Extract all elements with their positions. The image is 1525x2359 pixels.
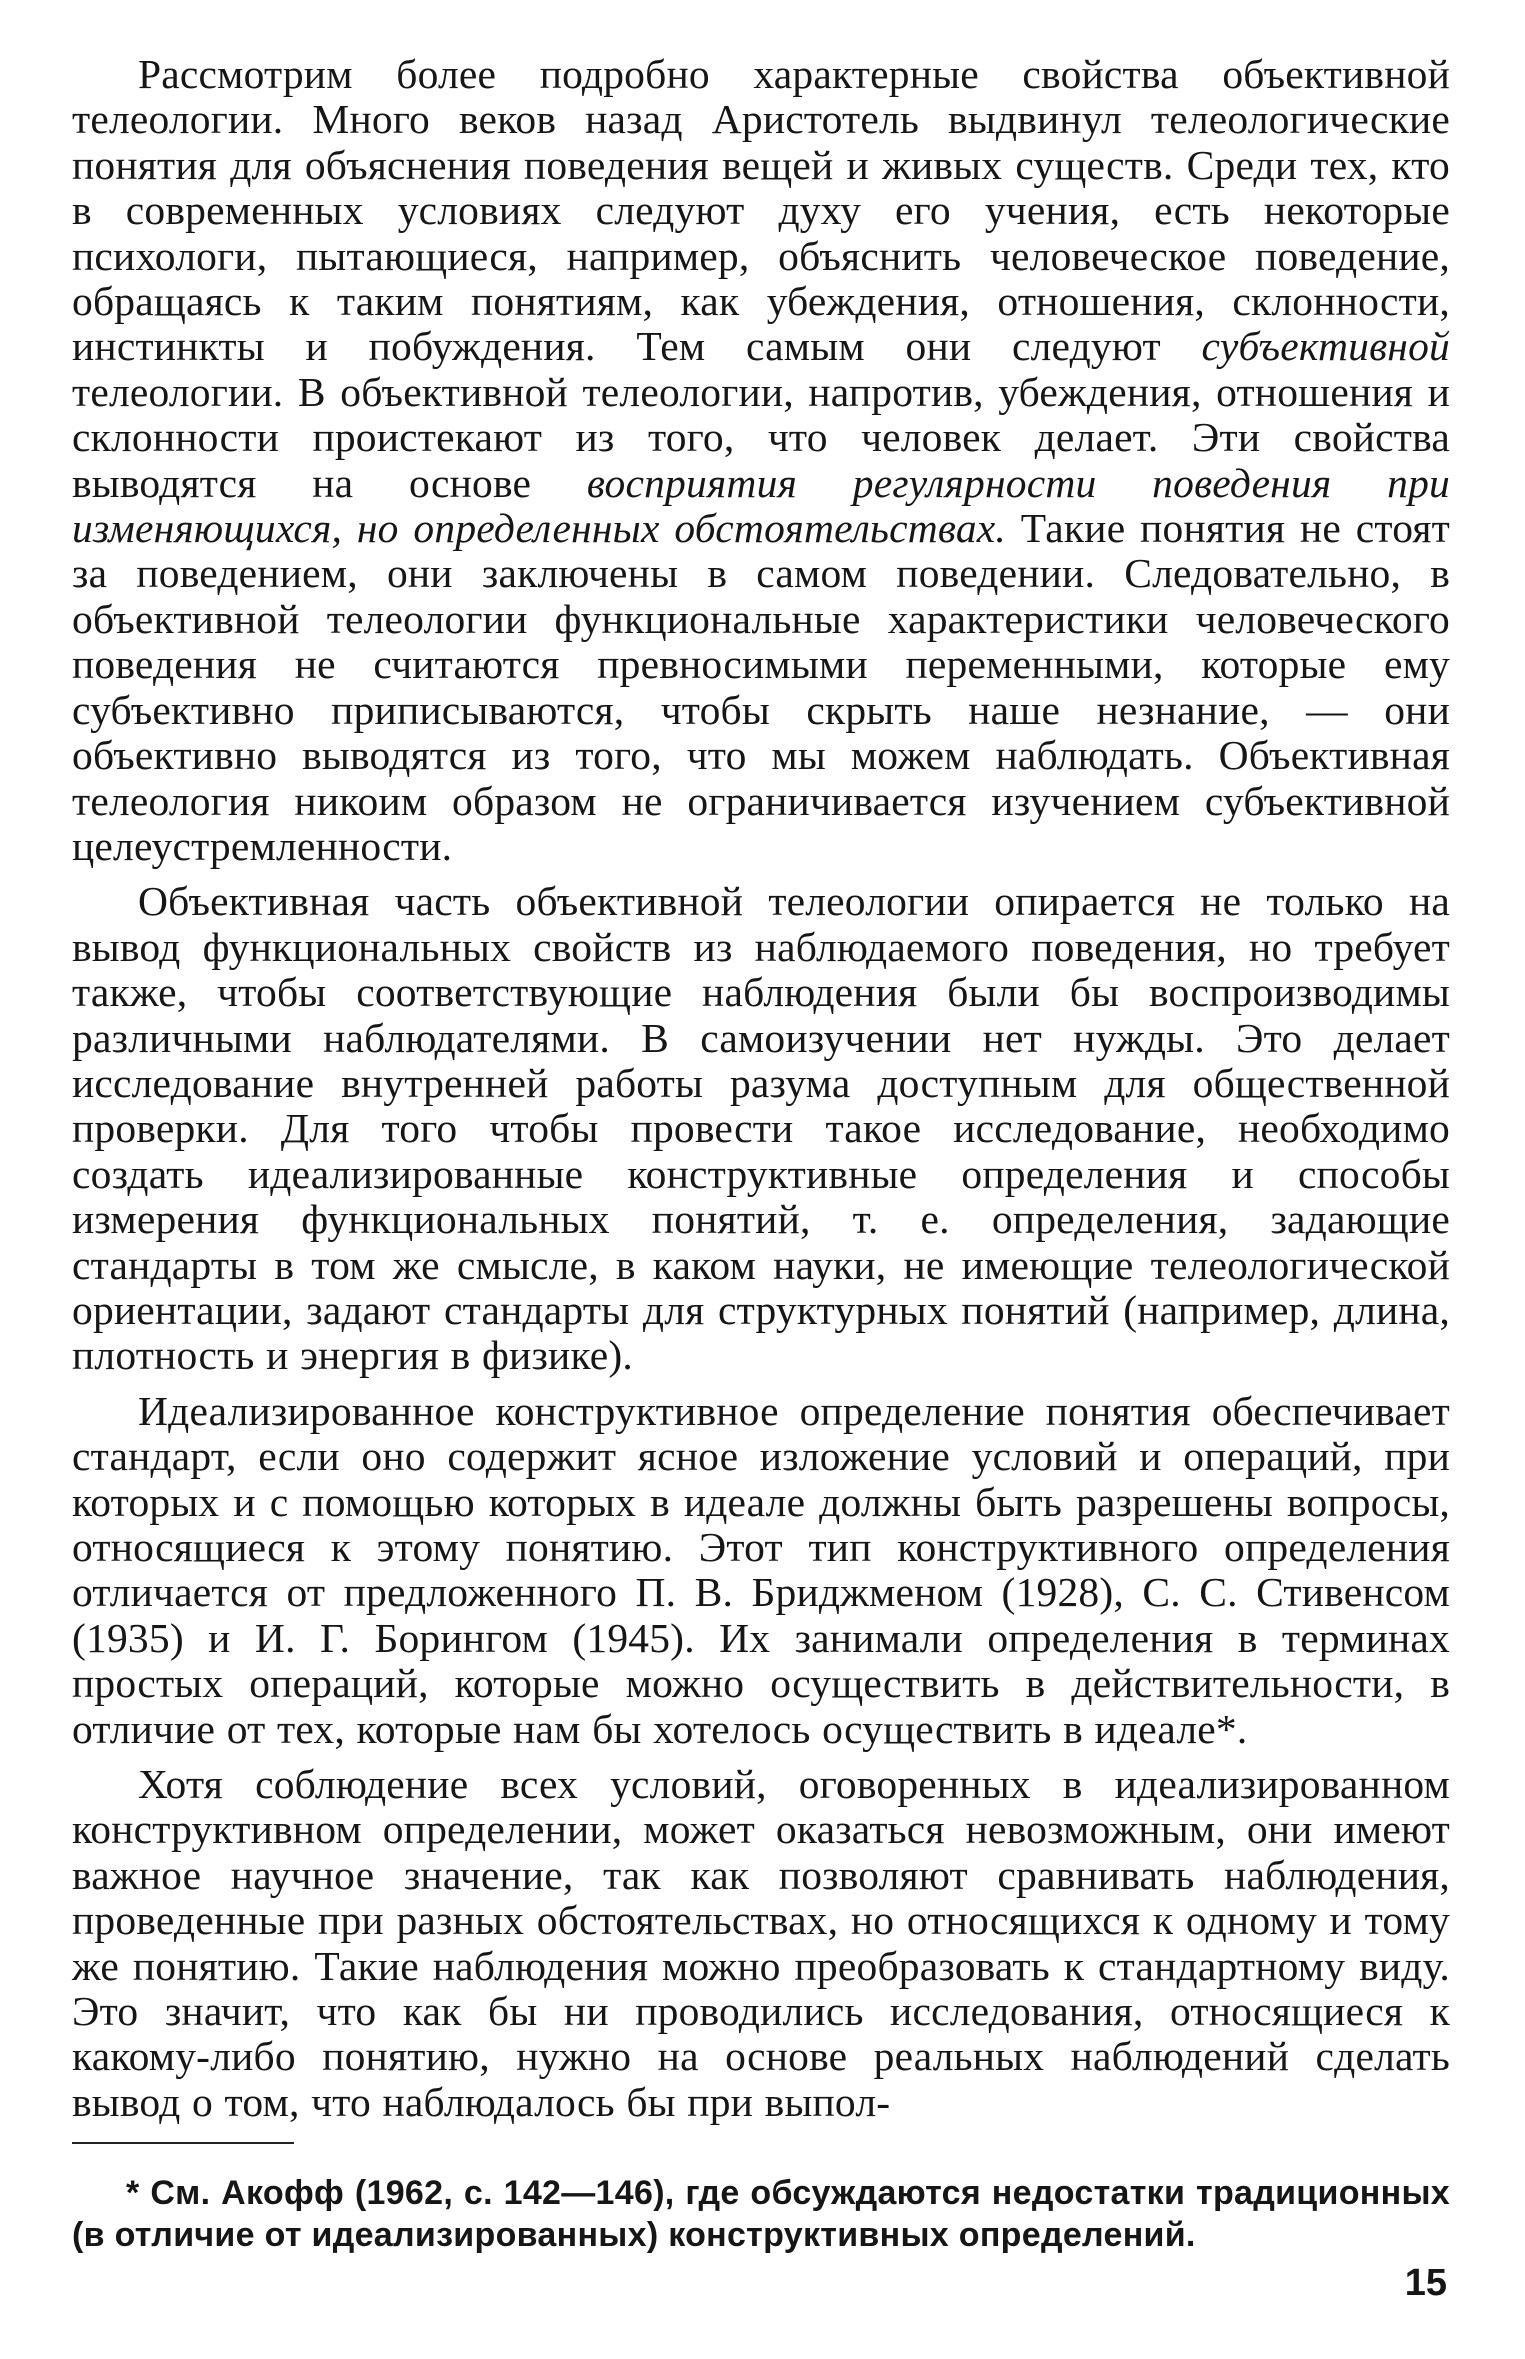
- paragraph-text: телеологии. В объективной телеологии, напротив, убеждения, отношения и склонности проистекают из того, что человек делает. Эти свойства выводятся на основе: [72, 368, 1450, 506]
- paragraph-text: Хотя соблюдение всех условий, оговоренных в идеализированном конструктивном определении, может оказаться невозможным, они имеют важное научное значение, так как позволяют сравнивать наблюдения, проведенные при разных обстоятельствах, но относящихся к одному и тому же понятию. Такие наблюдения можно преобразовать к стандартному виду. Это значит, что как бы ни проводились исследования, относящиеся к какому-либо понятию, нужно на основе реальных наблюдений сделать вывод о том, что наблюдалось бы при выпол-: [72, 1761, 1450, 2125]
- paragraph-idealized-definition: [72, 1389, 1450, 1752]
- page-body: [72, 52, 1450, 2125]
- footnote: * См. Акофф (1962, с. 142—146), где обсуждаются недостатки традиционных (в отличие от идеализированных) конструктивных определений.: [72, 2174, 1450, 2254]
- paragraph-conditions: [72, 1762, 1450, 2125]
- page-number: 15: [1404, 2262, 1447, 2304]
- italic-phrase-perception: восприятия регулярности поведения при изменяющихся, но определенных обстоятельствах.: [72, 459, 1450, 552]
- paragraph-text: Такие понятия не стоят за поведением, они заключены в самом поведении. Следовательно, в объективной телеологии функциональные характеристики человеческого поведения не считаются превносимыми переменными, которые ему субъективно приписываются, чтобы скрыть наше незнание, — они объективно выводятся из того, что мы можем наблюдать. Объективная телеология никоим образом не ограничивается изучением субъективной целеустремленности.: [72, 505, 1450, 869]
- paragraph-objective-teleology: [72, 52, 1450, 869]
- paragraph-objective-part: [72, 879, 1450, 1378]
- paragraph-text: Рассмотрим более подробно характерные свойства объективной телеологии. Много веков назад Аристотель выдвинул телеологические понятия для объяснения поведения вещей и живых существ. Среди тех, кто в современных условиях следуют духу его учения, есть некоторые психологи, пытающиеся, например, объяснить человеческое поведение, обращаясь к таким понятиям, как убеждения, отношения, склонности, инстинкты и побуждения. Тем самым они следуют: [72, 51, 1450, 370]
- italic-term-subjective: субъективной: [1201, 323, 1450, 370]
- paragraph-text: Объективная часть объективной телеологии опирается не только на вывод функциональных свойств из наблюдаемого поведения, но требует также, чтобы соответствующие наблюдения были бы воспроизводимы различными наблюдателями. В самоизучении нет нужды. Это делает исследование внутренней работы разума доступным для общественной проверки. Для того чтобы провести такое исследование, необходимо создать идеализированные конструктивные определения и способы измерения функциональных понятий, т. е. определения, задающие стандарты в том же смысле, в каком науки, не имеющие телеологической ориентации, задают стандарты для структурных понятий (например, длина, плотность и энергия в физике).: [72, 878, 1450, 1379]
- paragraph-text: Идеализированное конструктивное определение понятия обеспечивает стандарт, если оно содержит ясное изложение условий и операций, при которых и с помощью которых в идеале должны быть разрешены вопросы, относящиеся к этому понятию. Этот тип конструктивного определения отличается от предложенного П. В. Бриджменом (1928), С. С. Стивенсом (1935) и И. Г. Борингом (1945). Их занимали определения в терминах простых операций, которые можно осуществить в действительности, в отличие от тех, которые нам бы хотелось осуществить в идеале*.: [72, 1387, 1450, 1752]
- footnote-separator: [72, 2142, 294, 2144]
